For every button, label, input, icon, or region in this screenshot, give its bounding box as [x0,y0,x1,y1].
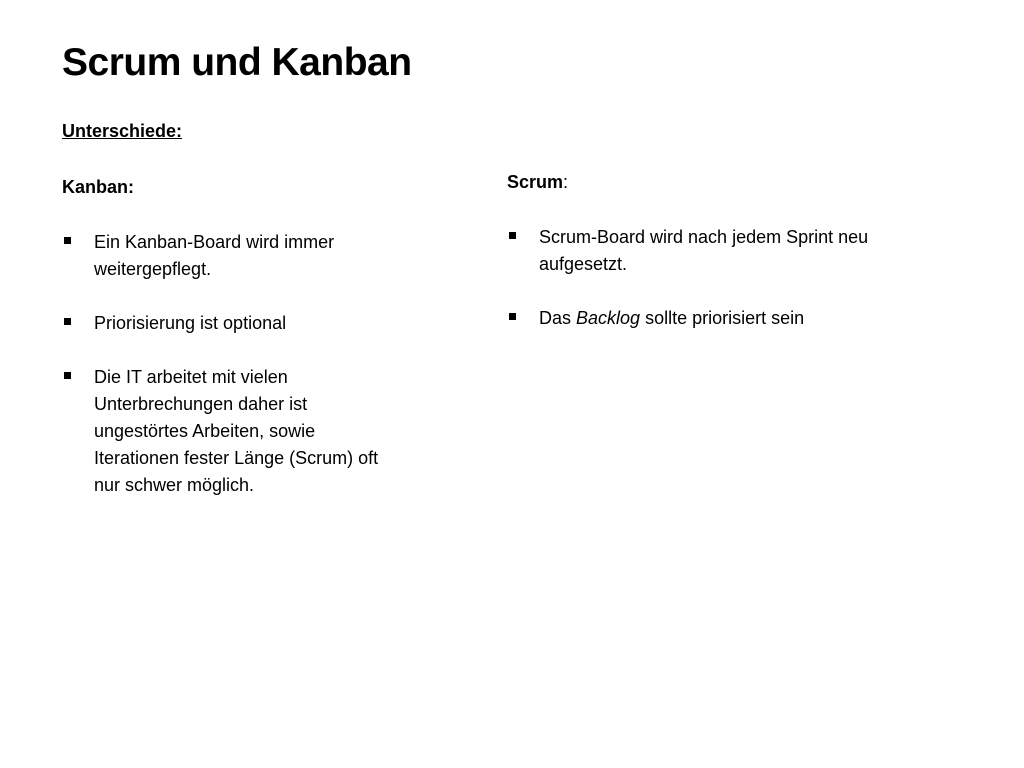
kanban-bullet-item [62,364,402,499]
kanban-bullet-text: Priorisierung ist optional [94,313,287,333]
kanban-bullet-item [62,310,402,337]
square-bullet-icon [64,237,71,244]
scrum-bullet-text [539,308,804,328]
scrum-bullet-text-after: sollte priorisiert sein [640,308,805,328]
square-bullet-icon [64,318,71,325]
square-bullet-icon [509,313,516,320]
scrum-bullet-item [507,305,947,332]
kanban-heading-label: Kanban: [62,177,134,197]
kanban-bullet-text: Ein Kanban-Board wird immer weitergepflegt. [94,232,335,279]
scrum-bullet-text: Scrum-Board wird nach jedem Sprint neu aufgesetzt. [539,227,869,274]
kanban-bullet-list [62,229,402,526]
scrum-heading-label: Scrum [507,172,564,192]
kanban-heading [62,175,134,199]
scrum-bullet-emphasis-backlog: Backlog [576,308,641,328]
kanban-bullet-text: Die IT arbeitet mit vielen Unterbrechungen daher ist ungestörtes Arbeiten, sowie Iterationen fester Länge (Scrum) oft nur schwer möglich. [94,367,379,495]
subheading-differences: Unterschiede: [62,121,183,141]
square-bullet-icon [64,372,71,379]
scrum-bullet-item [507,224,947,278]
slide-title: Scrum und Kanban [62,41,412,84]
scrum-bullet-text-before: Das [539,308,577,328]
scrum-heading [507,170,568,194]
scrum-heading-colon: : [563,172,569,192]
kanban-bullet-item [62,229,402,283]
square-bullet-icon [509,232,516,239]
scrum-bullet-list [507,224,947,359]
